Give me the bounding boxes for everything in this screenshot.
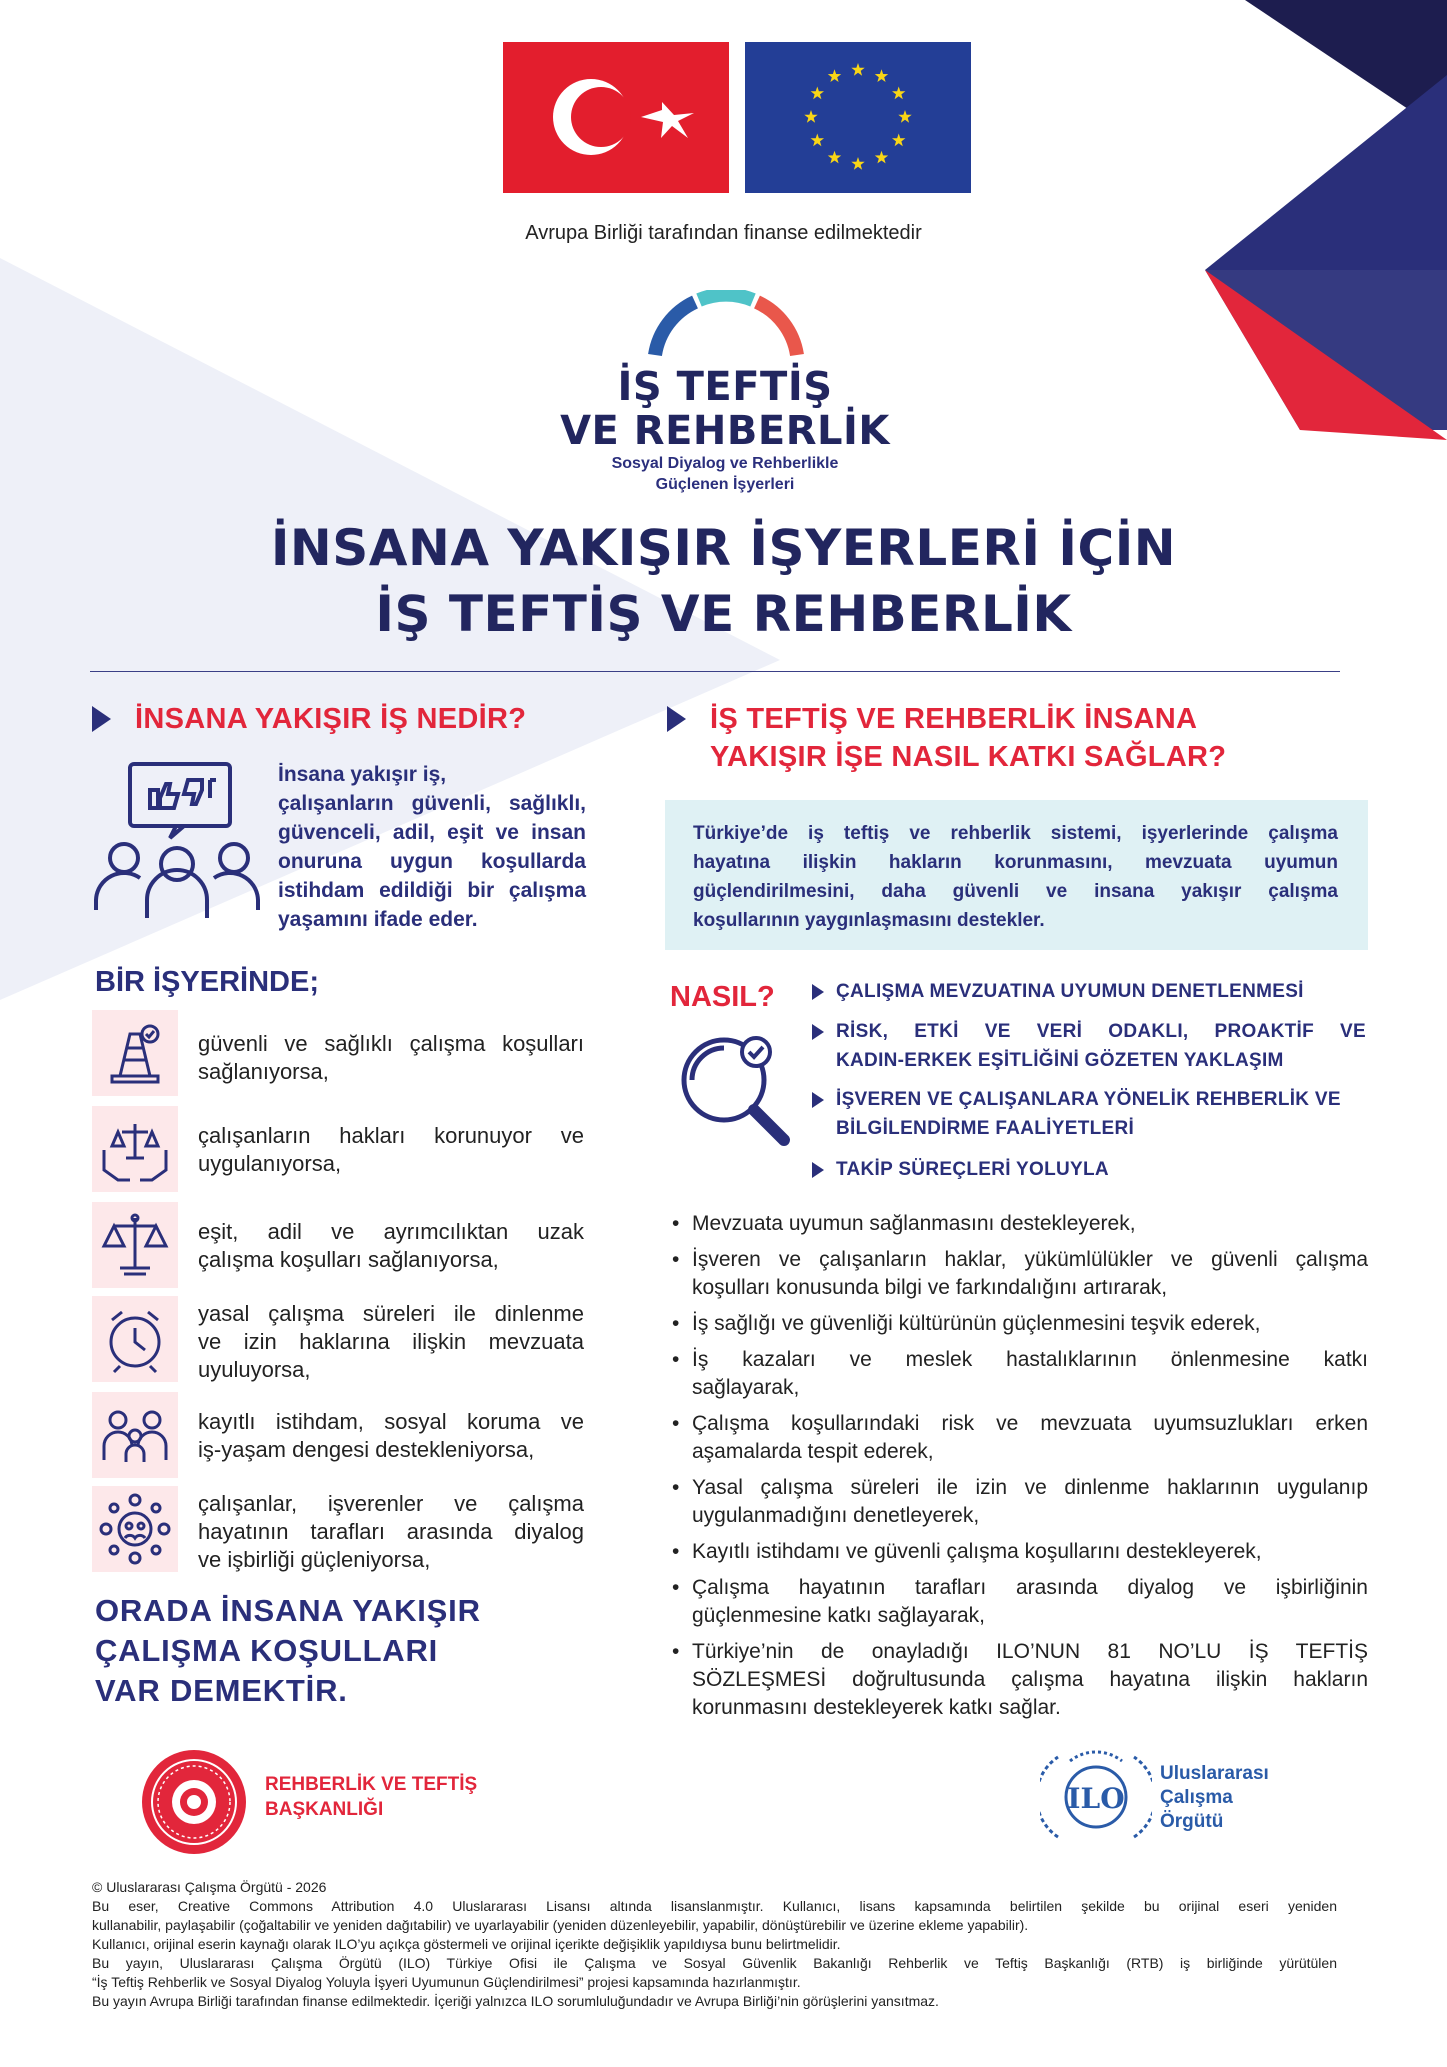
condition-line: güvenli ve sağlıklı çalışma koşulları <box>198 1031 584 1056</box>
heading-line: İŞ TEFTİŞ VE REHBERLİK İNSANA <box>710 703 1198 735</box>
eu-flag <box>745 42 971 193</box>
network-people-icon <box>92 1486 178 1572</box>
box-line: Türkiye’de iş teftiş ve rehberlik sistemi, işyerlerinde çalışma <box>693 823 1338 844</box>
how-label: NASIL? <box>670 981 775 1013</box>
box-line: güçlendirilmesini, daha güvenli ve insana yakışır çalışma <box>693 881 1338 902</box>
how-item <box>836 977 1366 1006</box>
condition-line: uyuluyorsa, <box>198 1357 311 1382</box>
list-item: • Çalışma hayatının tarafları arasında diyalog ve işbirliğinin güçlenmesine katkı sağlayarak, <box>672 1576 1368 1627</box>
condition-text <box>198 1490 584 1574</box>
condition-line: çalışanlar, işverenler ve çalışma <box>198 1491 584 1516</box>
list-line: Çalışma koşullarındaki risk ve mevzuata uyumsuzlukları erken <box>692 1412 1368 1435</box>
people-feedback-icon <box>92 760 262 920</box>
how-arrow-icon <box>812 1024 824 1040</box>
condition-line: çalışanların hakları korunuyor ve <box>198 1123 584 1148</box>
condition-line: uygulanıyorsa, <box>198 1151 342 1176</box>
condition-text <box>198 1122 584 1178</box>
list-line: uygulanmadığını denetleyerek, <box>692 1504 980 1527</box>
how-item <box>836 1155 1366 1184</box>
footer <box>92 1878 1337 2011</box>
contribution-list <box>672 1210 1368 1730</box>
balance-scale-icon <box>92 1202 178 1288</box>
how-line: İŞVEREN VE ÇALIŞANLARA YÖNELİK REHBERLİK <box>836 1089 1310 1110</box>
ilo-name <box>1160 1762 1269 1834</box>
list-item: • İş sağlığı ve güvenliği kültürünün güçlenmesini teşvik ederek, <box>672 1312 1261 1335</box>
list-item: • Çalışma koşullarındaki risk ve mevzuata uyumsuzlukları erken aşamalarda tespit ederek, <box>672 1412 1368 1463</box>
list-line: Türkiye’nin de onayladığı ILO’NUN 81 NO’LU İŞ TEFTİŞ <box>692 1640 1368 1663</box>
copyright: © Uluslararası Çalışma Örgütü - 2026 <box>92 1879 327 1895</box>
list-line: korunmasını destekleyerek katkı sağlar. <box>692 1696 1061 1719</box>
play-triangle-icon <box>92 706 111 732</box>
summary-box-text <box>693 819 1338 935</box>
condition-text <box>198 1408 584 1464</box>
workplace-heading: BİR İŞYERİNDE; <box>95 966 319 998</box>
logo-line-2: VE REHBERLİK <box>560 408 890 454</box>
how-line: ÇALIŞMA MEVZUATINA UYUMUN DENETLENMESİ <box>836 981 1304 1002</box>
how-line: TAKİP SÜREÇLERİ YOLUYLA <box>836 1159 1109 1180</box>
logo-subtitle-1: Sosyal Diyalog ve Rehberlikle <box>611 455 839 472</box>
condition-line: kayıtlı istihdam, sosyal koruma ve <box>198 1409 584 1434</box>
list-item: • Mevzuata uyumun sağlanmasını destekleyerek, <box>672 1212 1136 1235</box>
magnifier-check-icon <box>668 1030 800 1154</box>
list-line: güçlenmesine katkı sağlayarak, <box>692 1604 985 1627</box>
cone-icon <box>92 1010 178 1096</box>
box-line: koşullarının yaygınlaşmasını destekler. <box>693 910 1045 931</box>
how-line: VE BİLGİLENDİRME FAALİYETLERİ <box>836 1089 1341 1139</box>
condition-line: iş-yaşam dengesi destekleniyorsa, <box>198 1437 535 1462</box>
play-triangle-icon <box>667 706 686 732</box>
definition-line: güvenceli, adil, eşit ve insan <box>278 821 586 844</box>
condition-line: eşit, adil ve ayrımcılıktan uzak <box>198 1219 584 1244</box>
condition-line: hayatının tarafları arasında diyalog <box>198 1519 584 1544</box>
condition-line: ve işbirliği güçleniyorsa, <box>198 1547 431 1572</box>
page-title-line-1: İNSANA YAKIŞIR İŞYERLERİ İÇİN <box>270 519 1177 577</box>
closing-statement <box>95 1591 481 1711</box>
list-line: SÖZLEŞMESİ doğrultusunda çalışma hayatına ilişkin hakların <box>692 1668 1368 1691</box>
condition-text <box>198 1300 584 1384</box>
list-line: Çalışma hayatının tarafları arasında diyalog ve işbirliğinin <box>692 1576 1368 1599</box>
project-line: Bu yayın, Uluslararası Çalışma Örgütü (ILO) Türkiye Ofisi ile Çalışma ve Sosyal Güvenlik Bakanlığı Rehberlik ve Teftiş Başkanlığı (RTB) iş birliğinde yürütülen <box>92 1955 1337 1971</box>
list-item: • Yasal çalışma süreleri ile izin ve dinlenme haklarının uygulanıp uygulanmadığını denetleyerek, <box>672 1476 1368 1527</box>
closing-line: ÇALIŞMA KOŞULLARI <box>95 1633 439 1668</box>
rtb-name-line: BAŞKANLIĞI <box>265 1799 384 1820</box>
disclaimer: Bu yayın Avrupa Birliği tarafından finanse edilmektedir. İçeriği yalnızca ILO sorumluluğundadır ve Avrupa Birliği’nin görüşlerini yansıtmaz. <box>92 1993 939 2009</box>
how-item <box>836 1017 1366 1075</box>
license-line: kullanabilir, paylaşabilir (çoğaltabilir ve yeniden dağıtabilir) ve uyarlayabilir (yeniden düzenleyebilir, yapabilir, dönüştürebilir ve üzerine ekleme yapabilir). <box>92 1917 1029 1933</box>
ilo-name-line: Uluslararası <box>1160 1763 1269 1784</box>
list-line: koşulları konusunda bilgi ve farkındalığını artırarak, <box>692 1276 1168 1299</box>
how-arrow-icon <box>812 1162 824 1178</box>
attribution-line: Kullanıcı, orijinal eserin kaynağı olarak ILO’yu açıkça göstermeli ve orijinal içerikte değişiklik yapıldıysa bunu belirtmelidir. <box>92 1936 841 1952</box>
how-arrow-icon <box>812 1092 824 1108</box>
how-line: RİSK, ETKİ VE VERİ ODAKLI, PROAKTİF VE <box>836 1021 1366 1042</box>
project-line: “İş Teftiş Rehberlik ve Sosyal Diyalog Yoluyla İşyeri Uyumunun Güçlendirilmesi” projesi kapsamında hazırlanmıştır. <box>92 1974 801 1990</box>
list-item: • Kayıtlı istihdamı ve güvenli çalışma koşullarını destekleyerek, <box>672 1540 1262 1563</box>
funding-statement: Avrupa Birliği tarafından finanse edilmektedir <box>525 222 922 244</box>
page-title <box>0 515 1447 647</box>
list-line: İş kazaları ve meslek hastalıklarının önlenmesine katkı <box>692 1348 1368 1371</box>
how-line: KADIN-ERKEK EŞİTLİĞİNİ GÖZETEN YAKLAŞIM <box>836 1050 1284 1071</box>
turkey-flag <box>503 42 729 193</box>
project-logo <box>560 290 890 493</box>
logo-subtitle-2: Güçlenen İşyerleri <box>655 476 795 493</box>
section-heading-decent-work: İNSANA YAKIŞIR İŞ NEDİR? <box>135 703 527 735</box>
how-arrow-icon <box>812 984 824 1000</box>
list-item: • Türkiye’nin de onayladığı ILO’NUN 81 NO’LU İŞ TEFTİŞ SÖZLEŞMESİ doğrultusunda çalışma hayatına ilişkin hakların korunmasını destekleyerek katkı sağlar. <box>672 1640 1368 1719</box>
condition-text <box>198 1030 584 1086</box>
list-line: Kayıtlı istihdamı ve güvenli çalışma koşullarını destekleyerek, <box>692 1540 1262 1563</box>
ilo-mark: ILO <box>1067 1782 1125 1815</box>
list-item: • İşveren ve çalışanların haklar, yükümlülükler ve güvenli çalışma koşulları konusunda bilgi ve farkındalığını artırarak, <box>672 1248 1368 1299</box>
logo-arc-icon <box>625 290 825 360</box>
box-line: hayatına ilişkin hakların korunmasını, mevzuata uyumun <box>693 852 1338 873</box>
definition-line: onuruna uygun koşullarda <box>278 850 586 873</box>
definition-line: İnsana yakışır iş, <box>278 763 447 786</box>
definition-line: istihdam edildiği bir çalışma <box>278 879 586 902</box>
scales-hands-icon <box>92 1106 178 1192</box>
decent-work-definition <box>278 760 586 934</box>
condition-line: yasal çalışma süreleri ile dinlenme <box>198 1301 584 1326</box>
section-heading-contribution <box>710 700 1226 776</box>
list-line: Yasal çalışma süreleri ile izin ve dinlenme haklarının uygulanıp <box>692 1476 1368 1499</box>
rtb-seal-logo <box>140 1748 248 1856</box>
license-line: Bu eser, Creative Commons Attribution 4.0 Uluslararası Lisansı altında lisanslanmıştır. Kullanıcı, lisans kapsamında belirtilen şekilde bu orijinal eseri yeniden <box>92 1898 1337 1914</box>
list-line: Mevzuata uyumun sağlanmasını destekleyerek, <box>692 1212 1136 1235</box>
page-title-line-2: İŞ TEFTİŞ VE REHBERLİK <box>375 585 1072 643</box>
definition-line: çalışanların güvenli, sağlıklı, <box>278 792 586 815</box>
logo-line-1: İŞ TEFTİŞ <box>617 364 833 410</box>
heading-line: YAKIŞIR İŞE NASIL KATKI SAĞLAR? <box>710 741 1227 773</box>
condition-line: ve izin haklarına ilişkin mevzuata <box>198 1329 584 1354</box>
family-icon <box>92 1392 178 1478</box>
condition-text <box>198 1218 584 1274</box>
list-line: aşamalarda tespit ederek, <box>692 1440 934 1463</box>
rtb-name <box>265 1772 477 1822</box>
how-item <box>836 1085 1366 1143</box>
definition-line: yaşamını ifade eder. <box>278 908 478 931</box>
ilo-name-line: Örgütü <box>1160 1811 1224 1832</box>
condition-line: çalışma koşulları sağlanıyorsa, <box>198 1247 499 1272</box>
ilo-logo <box>1040 1745 1152 1850</box>
closing-line: VAR DEMEKTİR. <box>95 1673 348 1708</box>
list-line: sağlayarak, <box>692 1376 800 1399</box>
list-line: İşveren ve çalışanların haklar, yükümlülükler ve güvenli çalışma <box>692 1248 1368 1271</box>
title-divider <box>90 671 1340 672</box>
rtb-name-line: REHBERLİK VE TEFTİŞ <box>265 1774 478 1795</box>
closing-line: ORADA İNSANA YAKIŞIR <box>95 1593 481 1628</box>
condition-line: sağlanıyorsa, <box>198 1059 329 1084</box>
list-item: • İş kazaları ve meslek hastalıklarının önlenmesine katkı sağlayarak, <box>672 1348 1368 1399</box>
alarm-clock-icon <box>92 1296 178 1382</box>
list-line: İş sağlığı ve güvenliği kültürünün güçlenmesini teşvik ederek, <box>692 1312 1261 1335</box>
ilo-name-line: Çalışma <box>1160 1787 1233 1808</box>
